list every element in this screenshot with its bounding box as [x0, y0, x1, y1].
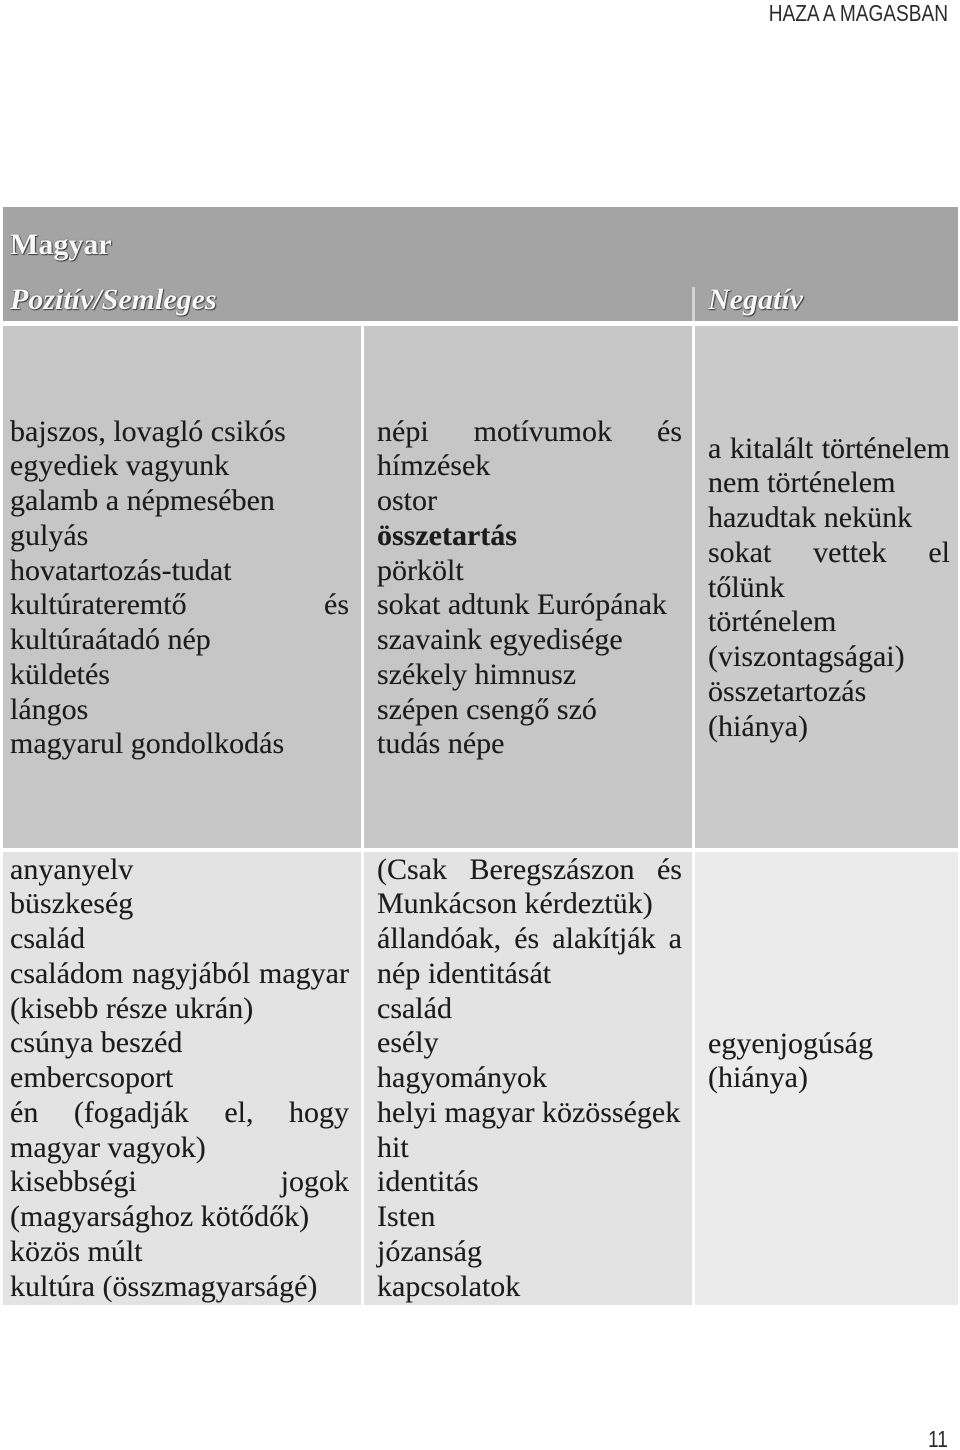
item-line: család — [377, 991, 452, 1025]
list-item — [377, 415, 682, 485]
column-header-positive: Pozitív/Semleges — [10, 282, 217, 316]
list-item — [377, 922, 682, 992]
list-item — [377, 1026, 682, 1061]
item-line: galamb a népmesében — [10, 484, 275, 518]
item-line: Munkácson kérdeztük) — [377, 887, 653, 921]
item-line: kisebbségi jogok — [10, 1165, 349, 1199]
item-line: bajszos, lovagló csikós — [10, 414, 286, 448]
list-item — [377, 1235, 682, 1270]
page-number: 11 — [928, 1426, 948, 1450]
item-line: szavaink egyedisége — [377, 623, 623, 657]
list-item — [10, 484, 349, 519]
list-item — [377, 623, 682, 658]
item-line: közös múlt — [10, 1234, 143, 1268]
item-line: család — [10, 922, 85, 956]
list-item — [10, 449, 349, 484]
list-item — [10, 588, 349, 658]
list-item — [377, 588, 682, 623]
positive-cell-col1 — [3, 326, 361, 848]
list-item — [708, 536, 950, 606]
item-line: pörkölt — [377, 553, 464, 587]
item-line: összetartozás — [708, 674, 867, 708]
item-line: egyediek vagyunk — [10, 449, 230, 483]
table-title: Magyar — [10, 227, 112, 261]
list-item — [10, 887, 349, 922]
cell-item-list — [10, 853, 349, 1305]
list-item — [377, 519, 682, 554]
item-line: józanság — [377, 1234, 482, 1268]
running-header: HAZA A MAGASBAN — [768, 0, 948, 26]
table-header — [3, 207, 958, 321]
item-line: hímzések — [377, 449, 491, 483]
item-line: hovatartozás-tudat — [10, 553, 232, 587]
list-item — [708, 605, 950, 675]
item-line: Isten — [377, 1200, 436, 1234]
item-line: népi motívumok és — [377, 414, 682, 448]
item-line: hagyományok — [377, 1061, 547, 1095]
list-item — [10, 957, 349, 1027]
item-line: magyarul gondolkodás — [10, 727, 285, 761]
list-item — [377, 992, 682, 1027]
list-item — [10, 1165, 349, 1235]
positive-cell-col1 — [3, 852, 361, 1305]
item-line: (hiánya) — [708, 1061, 808, 1095]
item-line: sokat vettek el — [708, 535, 950, 569]
list-item — [10, 1026, 349, 1061]
list-item — [10, 922, 349, 957]
item-line: nem történelem — [708, 466, 896, 500]
item-line: tudás népe — [377, 727, 505, 761]
list-item — [377, 554, 682, 589]
item-line: a kitalált történelem — [708, 431, 950, 465]
list-item — [10, 853, 349, 888]
item-line: állandóak, és alakítják a — [377, 922, 682, 956]
data-table — [3, 207, 958, 1305]
item-line: én (fogadják el, hogy — [10, 1095, 349, 1129]
list-item — [377, 1165, 682, 1200]
item-line: büszkeség — [10, 887, 134, 921]
list-item — [10, 658, 349, 693]
list-item — [377, 658, 682, 693]
list-item — [708, 1027, 950, 1097]
item-line: hit — [377, 1130, 409, 1164]
item-line: családom nagyjából magyar — [10, 956, 349, 990]
item-line: gulyás — [10, 518, 89, 552]
item-line: embercsoport — [10, 1061, 174, 1095]
item-line: kultúra (összmagyarságé) — [10, 1269, 318, 1303]
item-line: (kisebb része ukrán) — [10, 991, 254, 1025]
list-item — [10, 693, 349, 728]
item-line: ostor — [377, 484, 437, 518]
item-line: (magyarsághoz kötődők) — [10, 1200, 310, 1234]
item-line: (Csak Beregszászon és — [377, 852, 682, 886]
item-line: kultúraátadó nép — [10, 623, 211, 657]
item-line: történelem — [708, 605, 837, 639]
list-item — [377, 727, 682, 762]
item-line: hazudtak nekünk — [708, 501, 913, 535]
item-line: kapcsolatok — [377, 1269, 521, 1303]
positive-cell-col2 — [364, 326, 692, 848]
list-item — [377, 1061, 682, 1096]
list-item — [377, 693, 682, 728]
item-line: magyar vagyok) — [10, 1130, 206, 1164]
item-line: csúnya beszéd — [10, 1026, 183, 1060]
list-item — [377, 1131, 682, 1166]
item-line: identitás — [377, 1165, 479, 1199]
list-item — [377, 853, 682, 923]
item-line: lángos — [10, 692, 89, 726]
cell-item-list — [708, 432, 950, 745]
item-line: nép identitását — [377, 956, 552, 990]
item-line: sokat adtunk Európának — [377, 588, 667, 622]
negative-cell — [695, 852, 958, 1305]
list-item — [708, 501, 950, 536]
item-line: helyi magyar közösségek — [377, 1095, 681, 1129]
cell-item-list — [377, 415, 682, 763]
cell-item-list — [10, 415, 349, 763]
item-line: tőlünk — [708, 570, 785, 604]
column-divider — [692, 287, 695, 321]
column-header-negative: Negatív — [708, 282, 803, 316]
item-line: összetartás — [377, 518, 517, 552]
cell-item-list — [708, 1027, 950, 1097]
list-item — [10, 1270, 349, 1305]
list-item — [10, 519, 349, 554]
list-item — [10, 1061, 349, 1096]
cell-item-list — [377, 853, 682, 1305]
list-item — [10, 554, 349, 589]
item-line: székely himnusz — [377, 657, 577, 691]
positive-cell-col2 — [364, 852, 692, 1305]
list-item — [10, 415, 349, 450]
list-item — [377, 1270, 682, 1305]
item-line: esély — [377, 1026, 439, 1060]
item-line: anyanyelv — [10, 852, 134, 886]
list-item — [708, 432, 950, 502]
list-item — [708, 675, 950, 745]
item-line: (hiánya) — [708, 709, 808, 743]
list-item — [10, 727, 349, 762]
list-item — [10, 1235, 349, 1270]
item-line: szépen csengő szó — [377, 692, 597, 726]
list-item — [377, 1096, 682, 1131]
item-line: egyenjogúság — [708, 1026, 873, 1060]
list-item — [10, 1096, 349, 1166]
item-line: kultúrateremtő és — [10, 588, 349, 622]
negative-cell — [695, 326, 958, 848]
list-item — [377, 1200, 682, 1235]
list-item — [377, 484, 682, 519]
item-line: (viszontagságai) — [708, 640, 905, 674]
item-line: küldetés — [10, 657, 110, 691]
